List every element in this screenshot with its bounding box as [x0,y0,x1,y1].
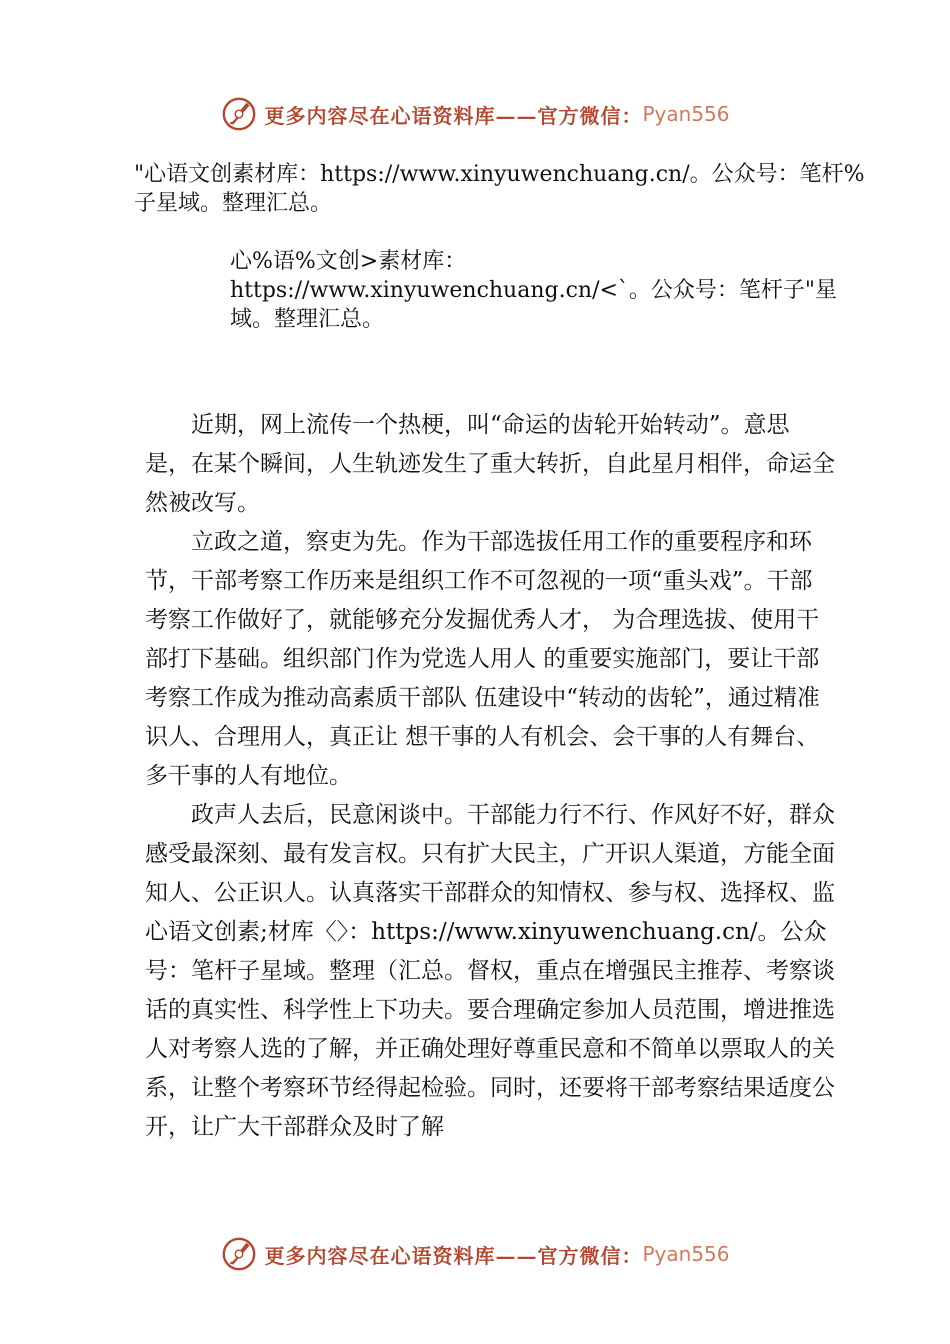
banner-wechat-id: Pyan556 [642,1242,730,1266]
bottom-banner [0,1234,950,1274]
banner-wechat-id: Pyan556 [642,102,730,126]
paragraph-3: 政声人去后，民意闲谈中。干部能力行不行、作风好不好，群众感受最深刻、最有发言权。只有扩大民主，广开识人渠道，方能全面知人、公正识人。认真落实干部群众的知情权、参与权、选择权、监心语文创素;材库〈〉：https://www.xinyuwenchuang.cn/。公众号：笔杆子星域。整理（汇总。督权，重点在增强民主推荐、考察谈话的真实性、科学性上下功夫。要合理确定参加人员范围，增进推选人对考察人选的了解，并正确处理好尊重民意和不简单以票取人的关系，让整个考察环节经得起检验。同时，还要将干部考察结果适度公开，让广大干部群众及时了解 [145,802,835,1140]
article-body [145,406,835,1147]
quill-logo-icon [220,95,258,133]
header-line-2: 心%语%文创>素材库：https://www.xinyuwenchuang.cn/<`。公众号：笔杆子"星域。整理汇总。 [230,249,838,332]
banner-text: 更多内容尽在心语资料库——官方微信： [264,103,643,128]
banner-text: 更多内容尽在心语资料库——官方微信： [264,1243,643,1268]
header-line-1: "心语文创素材库：https://www.xinyuwenchuang.cn/。公众号：笔杆%子星域。整理汇总。 [134,162,865,216]
paragraph-1: 近期，网上流传一个热梗，叫“命运的齿轮开始转动”。意思是，在某个瞬间，人生轨迹发生了重大转折，自此星月相伴，命运全然被改写。 [145,412,835,516]
quill-logo-icon [220,1235,258,1273]
paragraph-2: 立政之道，察吏为先。作为干部选拔任用工作的重要程序和环节，干部考察工作历来是组织工作不可忽视的一项“重头戏”。干部考察工作做好了，就能够充分发掘优秀人才， 为合理选拔、使用干部打下基础。组织部门作为党选人用人 的重要实施部门，要让干部考察工作成为推动高素质干部队 伍建设中“转动的齿轮”，通过精准识人、合理用人，真正让 想干事的人有机会、会干事的人有舞台、多干事的人有地位。 [145,529,820,789]
top-banner [0,94,950,134]
